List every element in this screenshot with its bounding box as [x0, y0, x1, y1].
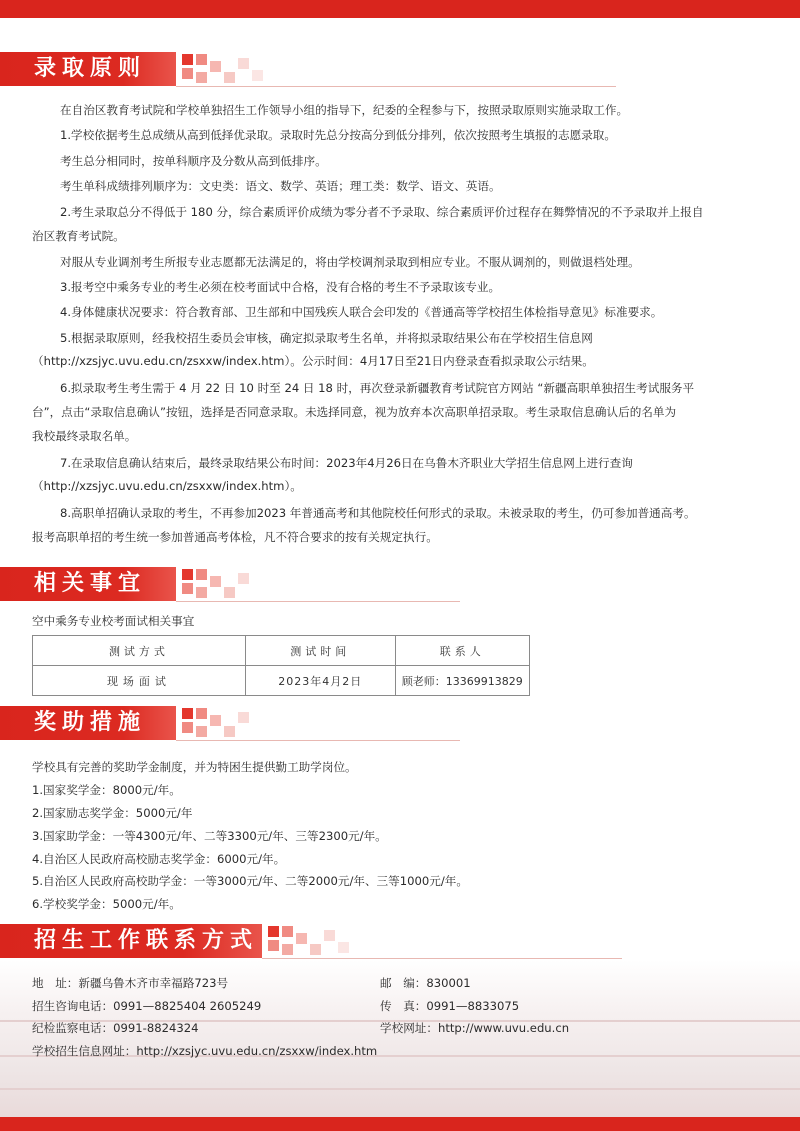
phone-value: 0991—8825404 2605249: [113, 999, 262, 1013]
school-site-link[interactable]: http://www.uvu.edu.cn: [437, 1021, 570, 1035]
admission-paragraph: 3.报考空中乘务专业的考生必须在校考面试中合格，没有合格的考生不予录取该专业。: [60, 280, 501, 294]
section-divider: [176, 86, 616, 87]
address-row: [32, 976, 228, 991]
table-cell: 现场面试: [33, 666, 246, 696]
admission-paragraph: 台”，点击“录取信息确认”按钮，选择是否同意录取。未选择同意，视为放弃本次高职单招录取。考生录取信息确认后的名单为: [32, 405, 677, 419]
table-header-cell: 测试方式: [33, 636, 246, 666]
section-header-related: [0, 567, 300, 601]
admission-paragraph: 考生单科成绩排列顺序为：文史类：语文、数学、英语；理工类：数学、语文、英语。: [60, 179, 501, 193]
supervise-value: 0991-8824324: [113, 1021, 199, 1035]
aid-line: 6.学校奖学金：5000元/年。: [32, 897, 181, 911]
table-cell: 顾老师：13369913829: [395, 666, 529, 696]
bottom-red-bar: [0, 1117, 800, 1131]
section-title-aid: 奖助措施: [34, 710, 147, 735]
admission-paragraph: （http://xzsjyc.uvu.edu.cn/zsxxw/index.htm）。: [32, 479, 302, 493]
section-title-related: 相关事宜: [34, 571, 147, 596]
interview-subtitle: 空中乘务专业校考面试相关事宜: [32, 614, 195, 628]
admission-paragraph: 报考高职单招的考生统一参加普通高考体检，凡不符合要求的按有关规定执行。: [32, 530, 438, 544]
admission-paragraph: 7.在录取信息确认结束后，最终录取结果公布时间：2023年4月26日在乌鲁木齐职业大学招生信息网上进行查询: [60, 456, 633, 470]
interview-table: [32, 635, 530, 696]
school-site-label: 学校网址：: [380, 1021, 438, 1035]
table-header-row: [33, 636, 530, 666]
aid-line: 1.国家奖学金：8000元/年。: [32, 783, 181, 797]
section-header-admission: [0, 52, 300, 86]
phone-label: 招生咨询电话：: [32, 999, 114, 1013]
table-row: [33, 666, 530, 696]
section-header-aid: [0, 706, 300, 740]
postcode-value: 830001: [426, 976, 471, 990]
address-value: 新疆乌鲁木齐市幸福路723号: [78, 976, 229, 990]
fax-label: 传 真：: [380, 999, 427, 1013]
admission-paragraph: （http://xzsjyc.uvu.edu.cn/zsxxw/index.htm）。公示时间：4月17日至21日内登录查看拟录取公示结果。: [32, 354, 594, 368]
admission-paragraph: 6.拟录取考生考生需于 4 月 22 日 10 时至 24 日 18 时，再次登录新疆教育考试院官方网站 “新疆高职单独招生考试服务平: [60, 381, 695, 395]
section-title-admission: 录取原则: [34, 56, 147, 81]
admission-paragraph: 治区教育考试院。: [32, 229, 125, 243]
section-divider: [262, 958, 622, 959]
admission-paragraph: 8.高职单招确认录取的考生，不再参加2023 年普通高考和其他院校任何形式的录取。未被录取的考生，仍可参加普通高考。: [60, 506, 696, 520]
info-site-label: 学校招生信息网址：: [32, 1044, 137, 1058]
admission-paragraph: 在自治区教育考试院和学校单独招生工作领导小组的指导下，纪委的全程参与下，按照录取原则实施录取工作。: [60, 103, 629, 117]
aid-line: 5.自治区人民政府高校助学金：一等3000元/年、二等2000元/年、三等1000元/年。: [32, 874, 468, 888]
supervise-label: 纪检监察电话：: [32, 1021, 114, 1035]
top-red-bar: [0, 0, 800, 18]
info-site-row: [32, 1044, 377, 1059]
aid-line: 4.自治区人民政府高校励志奖学金：6000元/年。: [32, 852, 286, 866]
table-cell: 2023年4月2日: [245, 666, 395, 696]
admission-paragraph: 我校最终录取名单。: [32, 429, 137, 443]
phone-row: [32, 999, 261, 1014]
section-title-contact: 招生工作联系方式: [34, 928, 259, 953]
school-site-row: [380, 1021, 569, 1036]
aid-line: 学校具有完善的奖助学金制度，并为特困生提供勤工助学岗位。: [32, 760, 357, 774]
aid-line: 2.国家励志奖学金：5000元/年: [32, 806, 193, 820]
postcode-label: 邮 编：: [380, 976, 427, 990]
table-header-cell: 测试时间: [245, 636, 395, 666]
supervise-row: [32, 1021, 199, 1036]
section-divider: [176, 601, 460, 602]
table-header-cell: 联系人: [395, 636, 529, 666]
admission-paragraph: 考生总分相同时，按单科顺序及分数从高到低排序。: [60, 154, 327, 168]
admission-paragraph: 2.考生录取总分不得低于 180 分，综合素质评价成绩为零分者不予录取、综合素质评价过程存在舞弊情况的不予录取并上报自: [60, 205, 704, 219]
aid-line: 3.国家助学金：一等4300元/年、二等3300元/年、三等2300元/年。: [32, 829, 387, 843]
fax-row: [380, 999, 519, 1014]
postcode-row: [380, 976, 471, 991]
address-label: 地 址：: [32, 976, 79, 990]
info-site-link[interactable]: http://xzsjyc.uvu.edu.cn/zsxxw/index.htm: [136, 1044, 378, 1058]
admission-paragraph: 5.根据录取原则，经我校招生委员会审核，确定拟录取考生名单，并将拟录取结果公布在学校招生信息网: [60, 331, 593, 345]
fax-value: 0991—8833075: [426, 999, 520, 1013]
admission-paragraph: 对服从专业调剂考生所报专业志愿都无法满足的，将由学校调剂录取到相应专业。不服从调剂的，则做退档处理。: [60, 255, 640, 269]
section-divider: [176, 740, 460, 741]
section-header-contact: [0, 924, 480, 958]
admission-paragraph: 1.学校依据考生总成绩从高到低择优录取。录取时先总分按高分到低分排列，依次按照考生填报的志愿录取。: [60, 128, 616, 142]
admission-paragraph: 4.身体健康状况要求：符合教育部、卫生部和中国残疾人联合会印发的《普通高等学校招生体检指导意见》标准要求。: [60, 305, 663, 319]
